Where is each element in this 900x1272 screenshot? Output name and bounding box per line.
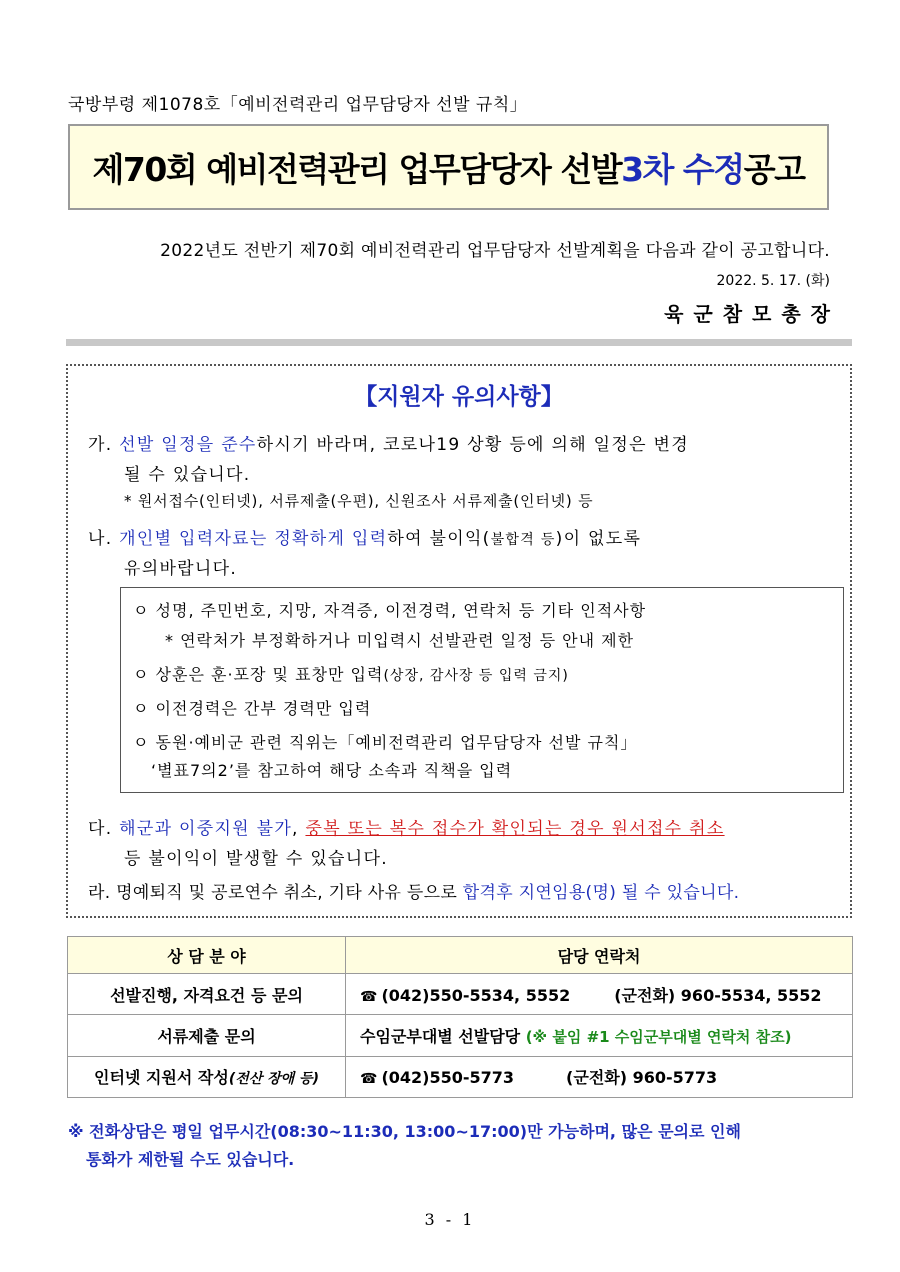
notice-item-da-cont: 등 불이익이 발생할 수 있습니다.: [124, 849, 388, 869]
regulation-reference: 국방부령 제1078호「예비전력관리 업무담당자 선발 규칙」: [68, 95, 528, 115]
guideline-item-cont: ‘별표7의2’를 참고하여 해당 소속과 직책을 입력: [151, 761, 513, 780]
table-row: [68, 1056, 853, 1097]
title-suffix: 공고: [743, 149, 805, 189]
applicant-notice-box: [66, 364, 852, 918]
table-row: [68, 974, 853, 1015]
notice-item-ga: 가. 선발 일정을 준수하시기 바라며, 코로나19 상황 등에 의해 일정은 변경: [88, 435, 689, 455]
row-contact: ☎ (042)550-5534, 5552 (군전화) 960-5534, 5552: [346, 974, 853, 1015]
title-highlight: 3차 수정: [621, 149, 744, 189]
table-header-row: [68, 937, 853, 974]
notice-item-ga-sub: * 원서접수(인터넷), 서류제출(우편), 신원조사 서류제출(인터넷) 등: [124, 492, 594, 510]
row-category: 인터넷 지원서 작성(전산 장애 등): [68, 1056, 346, 1097]
row-contact: ☎ (042)550-5773 (군전화) 960-5773: [346, 1056, 853, 1097]
announcement-title: [68, 124, 829, 210]
guideline-item: ㅇ 성명, 주민번호, 지망, 자격증, 이전경력, 연락처 등 기타 인적사항: [133, 601, 647, 620]
notice-item-na-cont: 유의바랍니다.: [124, 559, 238, 579]
notice-item-ra: 라. 명예퇴직 및 공로연수 취소, 기타 사유 등으로 합격후 지연임용(명) 될 수 있습니다.: [88, 883, 740, 903]
title-prefix: 제70회 예비전력관리 업무담당자 선발: [92, 149, 622, 189]
guideline-subnote: * 연락처가 부정확하거나 미입력시 선발관련 일정 등 안내 제한: [165, 631, 635, 650]
input-guidelines-box: [120, 587, 844, 793]
issuer: 육군참모총장: [664, 302, 840, 326]
divider: [66, 339, 852, 346]
row-contact: 수임군부대별 선발담당 (※ 붙임 #1 수임군부대별 연락처 참조): [346, 1015, 853, 1056]
notice-item-na: 나. 개인별 입력자료는 정확하게 입력하여 불이익(불합격 등)이 없도록: [88, 529, 642, 549]
notice-title: 【지원자 유의사항】: [354, 384, 564, 410]
row-category: 선발진행, 자격요건 등 문의: [68, 974, 346, 1015]
guideline-item: ㅇ 이전경력은 간부 경력만 입력: [133, 699, 372, 718]
guideline-item: ㅇ 동원·예비군 관련 직위는「예비전력관리 업무담당자 선발 규칙」: [133, 733, 638, 752]
page-number: 3 - 1: [424, 1210, 476, 1229]
phone-hours-note: ※ 전화상담은 평일 업무시간(08:30~11:30, 13:00~17:00)만 가능하며, 많은 문의로 인해 통화가 제한될 수도 있습니다.: [68, 1122, 741, 1169]
notice-item-ga-cont: 될 수 있습니다.: [124, 465, 251, 485]
header-contact: 담당 연락처: [346, 937, 853, 974]
telephone-icon: ☎: [360, 988, 378, 1005]
header-category: 상 담 분 야: [68, 937, 346, 974]
guideline-item: ㅇ 상훈은 훈·포장 및 표창만 입력(상장, 감사장 등 입력 금지): [133, 665, 569, 684]
row-category: 서류제출 문의: [68, 1015, 346, 1056]
intro-text: 2022년도 전반기 제70회 예비전력관리 업무담당자 선발계획을 다음과 같이 공고합니다.: [160, 241, 830, 261]
table-row: [68, 1015, 853, 1056]
telephone-icon: ☎: [360, 1071, 378, 1088]
contact-table: [67, 936, 853, 1098]
announcement-date: 2022. 5. 17. (화): [716, 273, 830, 289]
notice-item-da: 다. 해군과 이중지원 불가, 중복 또는 복수 접수가 확인되는 경우 원서접수 취소: [88, 819, 725, 839]
